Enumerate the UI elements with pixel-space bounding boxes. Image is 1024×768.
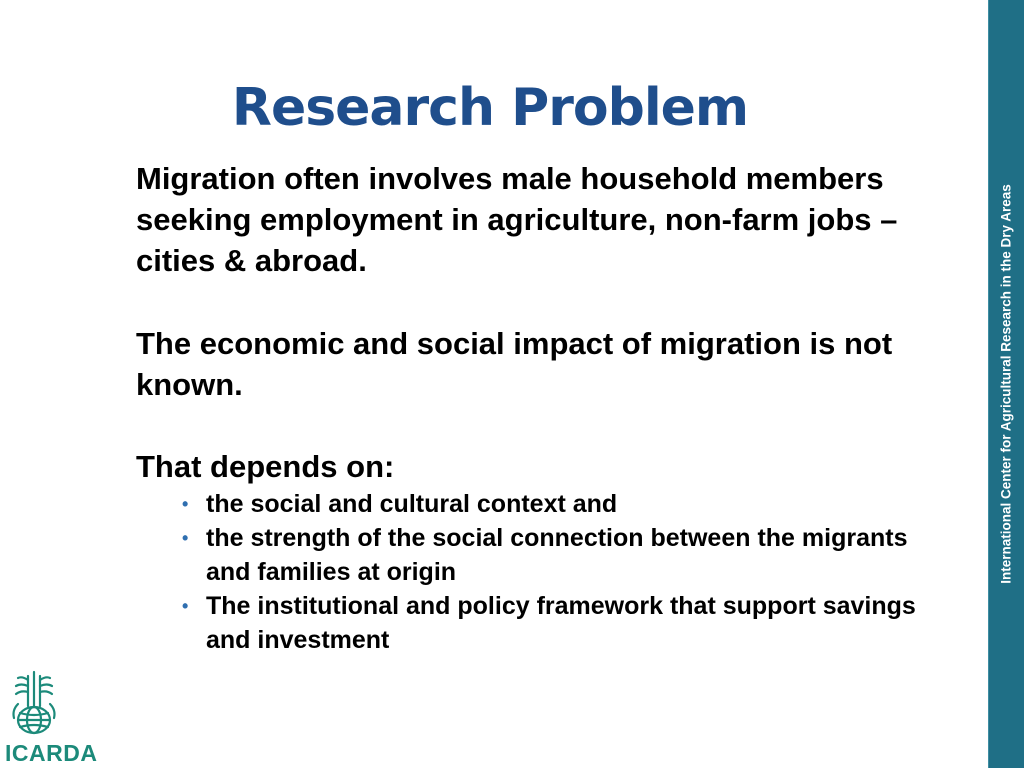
sidebar-org-name: International Center for Agricultural Research in the Dry Areas (998, 184, 1014, 584)
paragraph-depends: That depends on: (136, 449, 395, 484)
icarda-logo-text: ICARDA (5, 740, 98, 766)
bullet-dot-icon: • (182, 596, 189, 616)
icarda-wheat-globe-icon (4, 666, 64, 738)
bullet-item (182, 487, 926, 521)
bullet-list (136, 487, 926, 657)
bullet-item (182, 589, 926, 657)
bullet-item (182, 521, 926, 589)
bullet-dot-icon: • (182, 528, 189, 548)
slide-content (136, 158, 926, 657)
slide-title: Research Problem (231, 78, 749, 138)
paragraph-migration: Migration often involves male household members seeking employment in agriculture, non-farm jobs – cities & abroad. (136, 161, 898, 278)
bullet-text: the social and cultural context and (206, 490, 618, 518)
bullet-dot-icon: • (182, 494, 189, 514)
bullet-text: The institutional and policy framework that support savings and investment (206, 592, 916, 654)
paragraph-impact: The economic and social impact of migration is not known. (136, 326, 893, 402)
bullet-text: the strength of the social connection between the migrants and families at origin (206, 524, 908, 586)
